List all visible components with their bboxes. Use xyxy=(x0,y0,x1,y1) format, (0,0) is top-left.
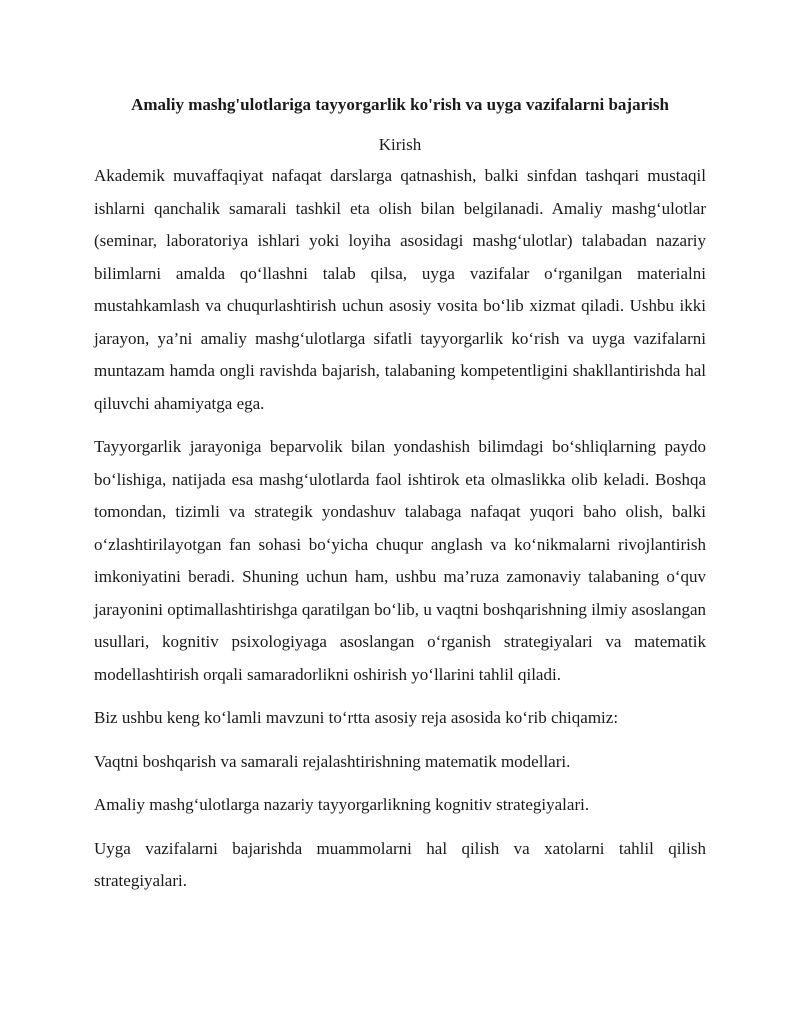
paragraph-1: Akademik muvaffaqiyat nafaqat darslarga qatnashish, balki sinfdan tashqari mustaqil ishlarni qanchalik samarali tashkil eta olish bilan belgilanadi. Amaliy mashg‘ulotlar (seminar, laboratoriya ishlari yoki loyiha asosidagi mashg‘ulotlar) talabadan nazariy bilimlarni amalda qo‘llashni talab qilsa, uyga vazifalar o‘rganilgan materialni mustahkamlash va chuqurlashtirish uchun asosiy vosita bo‘lib xizmat qiladi. Ushbu ikki jarayon, ya’ni amaliy mashg‘ulotlarga sifatli tayyorgarlik ko‘rish va uyga vazifalarni muntazam hamda ongli ravishda bajarish, talabaning kompetentligini shakllantirishda hal qiluvchi ahamiyatga ega. xyxy=(94,166,706,413)
plan-item-2: Amaliy mashg‘ulotlarga nazariy tayyorgarlikning kognitiv strategiyalari. xyxy=(94,795,590,814)
paragraph-plan-intro: Biz ushbu keng ko‘lamli mavzuni to‘rtta asosiy reja asosida ko‘rib chiqamiz: xyxy=(94,708,619,727)
document-title: Amaliy mashg'ulotlariga tayyorgarlik ko'rish va uyga vazifalarni bajarish xyxy=(131,95,669,114)
paragraph-2: Tayyorgarlik jarayoniga beparvolik bilan yondashish bilimdagi bo‘shliqlarning paydo bo‘lishiga, natijada esa mashg‘ulotlarda faol ishtirok eta olmaslikka olib keladi. Boshqa tomondan, tizimli va strategik yondashuv talabaga nafaqat yuqori baho olish, balki o‘zlashtirilayotgan fan sohasi bo‘yicha chuqur anglash va ko‘nikmalarni rivojlantirish imkoniyatini beradi. Shuning uchun ham, ushbu ma’ruza zamonaviy talabaning o‘quv jarayonini optimallashtirishga qaratilgan bo‘lib, u vaqtni boshqarishning ilmiy asoslangan usullari, kognitiv psixologiyaga asoslangan o‘rganish strategiyalari va matematik modellashtirish orqali samaradorlikni oshirish yo‘llarini tahlil qiladi. xyxy=(94,437,706,684)
plan-item-1: Vaqtni boshqarish va samarali rejalashtirishning matematik modellari. xyxy=(94,751,571,771)
plan-item-3: Uyga vazifalarni bajarishda muammolarni hal qilish va xatolarni tahlil qilish strategiyalari. xyxy=(94,838,706,890)
section-heading-introduction: Kirish xyxy=(378,135,422,154)
